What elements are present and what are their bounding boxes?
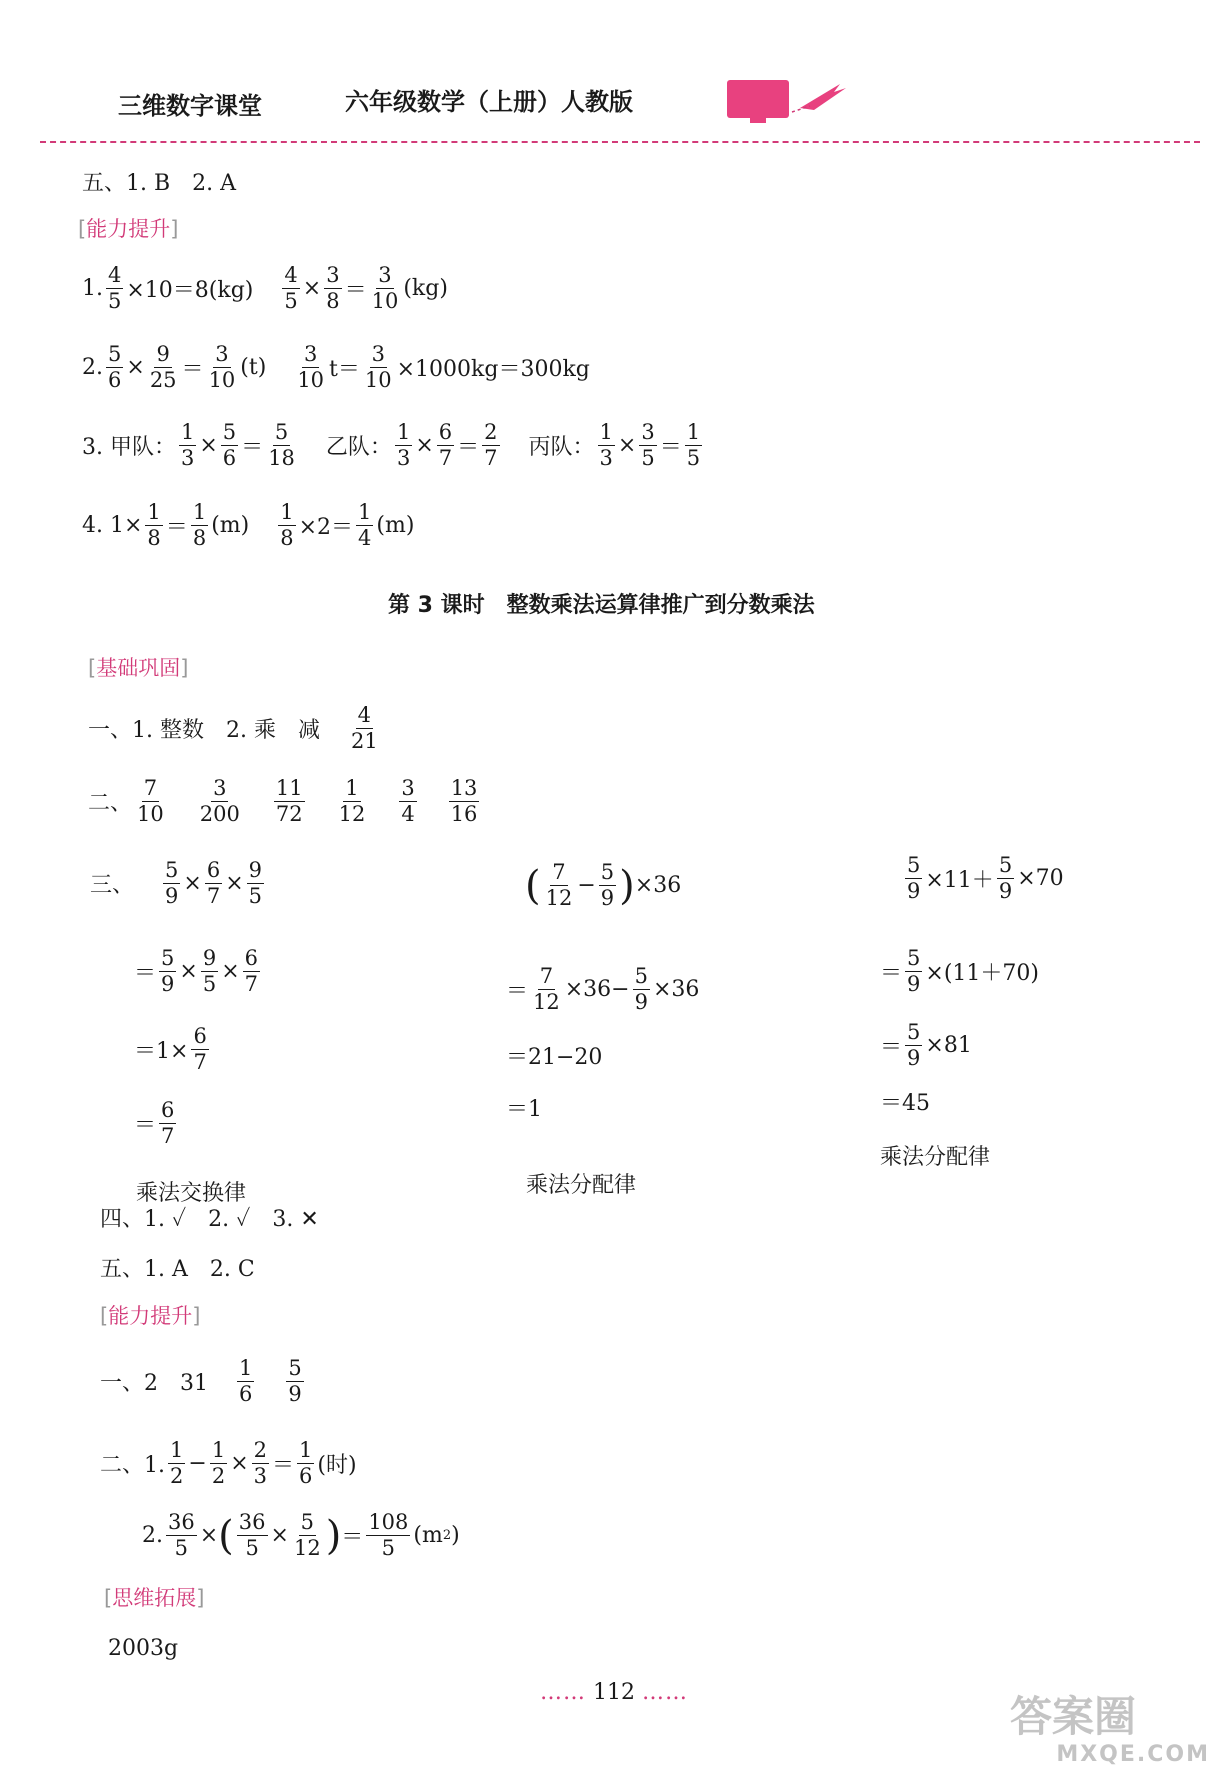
answer-line: 一、1. 整数 2. 乘 减 $\frac{4}{21}$ xyxy=(88,703,378,753)
answer-line: 一、2 31 $\frac{1}{6}$ $\frac{5}{9}$ xyxy=(100,1356,302,1406)
answer-line: 1. $\frac{4}{5}$ ×10＝8(kg) $\frac{4}{5}$ × $\frac{3}{8}$ ＝ $\frac{3}{10}$ (kg) xyxy=(82,263,448,313)
rocket-decoration-icon xyxy=(722,78,852,128)
answer-line: ＝ $\frac{7}{12}$ ×36− $\frac{5}{9}$ ×36 xyxy=(506,964,700,1014)
answer-line: 2. $\frac{5}{6}$ × $\frac{9}{25}$ ＝ $\frac{3}{10}$ (t) $\frac{3}{10}$ t＝ $\frac{3}{10}$ ×1000kg＝300kg xyxy=(82,342,590,392)
page-number: …… 112 …… xyxy=(540,1680,688,1705)
answer-line: 4. 1× $\frac{1}{8}$ ＝ $\frac{1}{8}$ (m) $\frac{1}{8}$ ×2＝ $\frac{1}{4}$ (m) xyxy=(82,500,415,550)
answer-line: ＝1 xyxy=(506,1097,542,1122)
section-label: [能力提升] xyxy=(100,1304,201,1328)
header-left: 三维数字课堂 xyxy=(118,92,262,120)
answer-note: 乘法交换律 xyxy=(136,1181,247,1206)
answer-line: 2. $\frac{36}{5}$ × ( $\frac{36}{5}$ × $\frac{5}{12}$ ) ＝ $\frac{108}{5}$ (m 2 ) xyxy=(142,1510,460,1560)
answer-line: ＝ $\frac{5}{9}$ ×(11＋70) xyxy=(880,946,1039,996)
answer-line: $\frac{5}{9}$ ×11＋ $\frac{5}{9}$ ×70 xyxy=(907,853,1064,903)
answer-line: 四、1. ✓ 2. ✓ 3. ✕ xyxy=(100,1207,319,1232)
answer-line: 二、1. $\frac{1}{2}$ − $\frac{1}{2}$ × $\frac{2}{3}$ ＝ $\frac{1}{6}$ (时) xyxy=(100,1438,357,1488)
header-divider xyxy=(40,141,1200,143)
answer-line: ＝ $\frac{5}{9}$ ×81 xyxy=(880,1020,972,1070)
answer-line: 五、1. A 2. C xyxy=(100,1257,255,1282)
header-title: 六年级数学（上册）人教版 xyxy=(345,88,633,116)
section-label: [思维拓展] xyxy=(104,1586,205,1610)
answer-note: 乘法分配律 xyxy=(526,1173,637,1198)
answer-line: 二、 $\frac{7}{10}$ $\frac{3}{200}$ $\frac{11}{72}$ $\frac{1}{12}$ $\frac{3}{4}$ $\frac{13}{16}$ xyxy=(88,776,478,826)
answer-line: 2003g xyxy=(108,1636,179,1661)
section-label: [基础巩固] xyxy=(88,656,189,680)
section-label: [能力提升] xyxy=(78,217,179,241)
answer-line: ＝45 xyxy=(880,1091,930,1116)
answer-line: ＝1× $\frac{6}{7}$ xyxy=(134,1024,207,1074)
answer-line: 五、1. B 2. A xyxy=(82,171,237,196)
answer-line: ＝ $\frac{6}{7}$ xyxy=(134,1098,175,1148)
lesson-title: 第 3 课时 整数乘法运算律推广到分数乘法 xyxy=(388,593,815,618)
answer-line: 3. 甲队： $\frac{1}{3}$ × $\frac{5}{6}$ ＝ $\frac{5}{18}$ 乙队： $\frac{1}{3}$ × $\frac{6}{7}$ ＝ $\frac{2}{7}$ 丙队： $\frac{1}{3}$ × $\frac{3}{5}$ ＝ $\frac{1}{5}$ xyxy=(82,420,701,470)
watermark-logo: 答案圈 MXQE.COM xyxy=(1010,1692,1210,1767)
answer-line: 三、 $\frac{5}{9}$ × $\frac{6}{7}$ × $\frac{9}{5}$ xyxy=(90,858,263,908)
answer-note: 乘法分配律 xyxy=(880,1145,991,1170)
answer-line: ＝21−20 xyxy=(506,1045,603,1070)
answer-line: ＝ $\frac{5}{9}$ × $\frac{9}{5}$ × $\frac{6}{7}$ xyxy=(134,946,259,996)
answer-line: ( $\frac{7}{12}$ − $\frac{5}{9}$ ) ×36 xyxy=(525,860,682,910)
